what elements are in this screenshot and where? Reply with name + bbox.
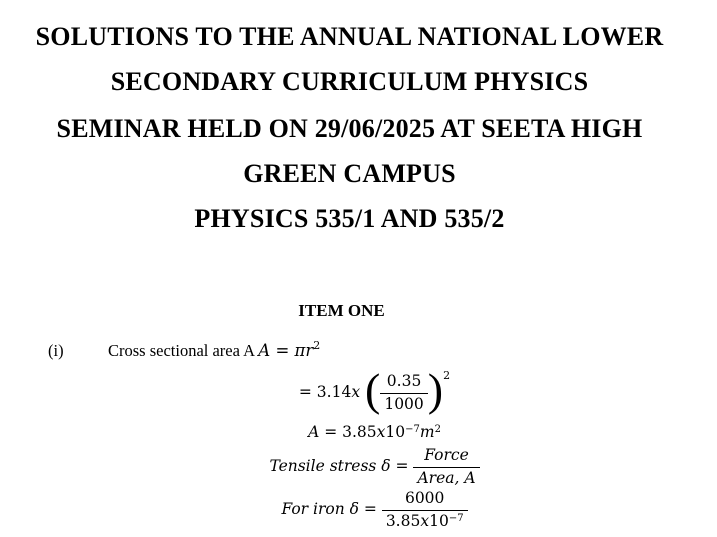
eq4-denominator	[382, 511, 468, 531]
document-title	[0, 14, 699, 241]
area-formula	[258, 341, 320, 360]
title-line-1: SOLUTIONS TO THE ANNUAL NATIONAL LOWER	[35, 22, 664, 51]
equation-for-iron	[32, 486, 717, 532]
step-text: Cross sectional area A	[108, 341, 259, 360]
eq3-label: Tensile stress δ =	[269, 457, 409, 475]
eq2-unit: m	[419, 423, 435, 441]
eq4-label: For iron δ =	[281, 500, 377, 518]
equation-area-result	[32, 419, 717, 445]
eq1-exponent: 2	[443, 369, 451, 382]
formula-variable: A	[258, 341, 271, 360]
eq3-fraction	[413, 446, 479, 488]
eq3-denominator: Area, A	[417, 468, 476, 487]
eq2-multiply-sign: x	[376, 423, 386, 441]
eq1-denominator: 1000	[384, 394, 424, 413]
eq2-exponent: −7	[405, 424, 420, 435]
title-line-3: SEMINAR HELD ON 29/06/2025 AT SEETA HIGH	[56, 114, 643, 143]
step-i-row	[48, 340, 717, 362]
eq4-fraction	[382, 489, 468, 531]
eq4-numerator: 6000	[382, 489, 468, 510]
title-line-2: SECONDARY CURRICULUM PHYSICS	[110, 67, 589, 96]
title-line-5: PHYSICS 535/1 AND 535/2	[194, 204, 505, 233]
item-one-heading: ITEM ONE	[298, 301, 385, 320]
eq4-den-exponent: −7	[448, 512, 464, 524]
formula-equals: =	[270, 341, 295, 360]
equation-area-substitution: = 3.14x ( $\frac{0.35}{1000}$ )$^2$	[298, 364, 451, 415]
equation-tensile-stress	[32, 444, 717, 488]
formula-exponent: 2	[313, 339, 321, 352]
eq1-numerator: 0.35	[380, 372, 427, 393]
eq3-numerator: Force	[413, 446, 479, 467]
eq2-base: 10	[385, 423, 406, 441]
title-line-4: GREEN CAMPUS	[243, 159, 456, 188]
eq4-den-base: 10	[429, 511, 449, 530]
eq2-value: = 3.85	[319, 423, 377, 441]
eq4-den-coefficient: 3.85	[385, 511, 421, 530]
step-label: (i)	[48, 341, 64, 360]
eq1-multiply-sign: x	[351, 383, 361, 401]
eq1-lead: = 3.14	[298, 383, 352, 401]
eq2-unit-exponent: 2	[434, 424, 441, 435]
formula-expression: πr	[294, 341, 314, 360]
eq1-fraction	[380, 372, 427, 414]
eq2-variable: A	[308, 423, 320, 441]
eq4-den-multiply-sign: x	[420, 511, 430, 530]
